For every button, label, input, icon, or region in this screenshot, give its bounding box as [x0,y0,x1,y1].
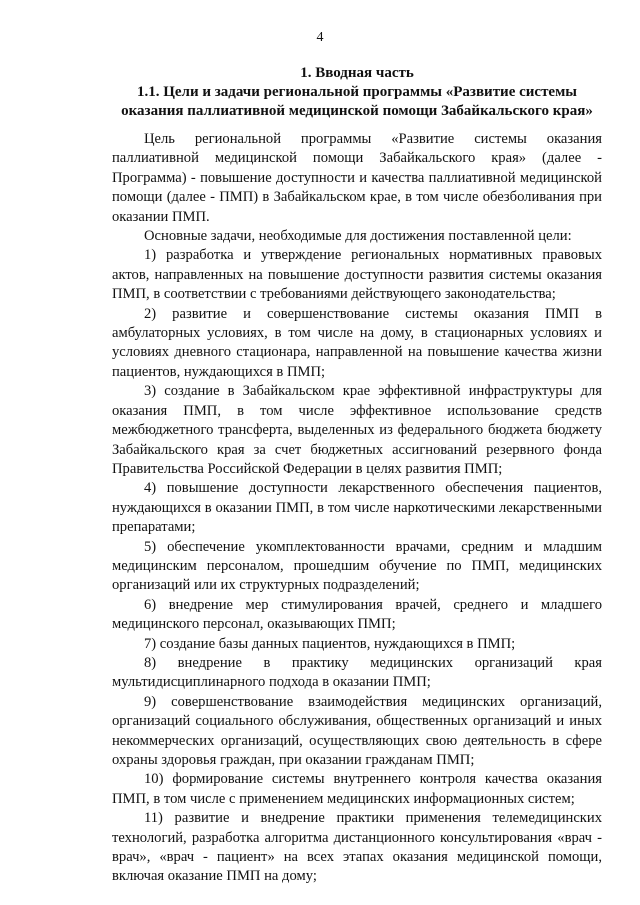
section-title: 1. Вводная часть [300,65,414,81]
task-item-10: 10) формирование системы внутреннего контроля качества оказания ПМП, в том числе с применением медицинских информационных систем; [112,771,602,807]
task-item-4: 4) повышение доступности лекарственного обеспечения пациентов, нуждающихся в оказании ПМП, в том числе наркотическими лекарственными препаратами; [112,480,602,536]
document-body [112,130,602,887]
task-item-11: 11) развитие и внедрение практики применения телемедицинских технологий, разработка алгоритма дистанционного консультирования «врач - врач», «врач - пациент» на всех этапах оказания медицинской помощи, включая оказание ПМП на дому; [112,810,602,885]
task-item-3: 3) создание в Забайкальском крае эффективной инфраструктуры для оказания ПМП, в том числе эффективное использование средств межбюджетного трансферта, выделенных из федерального бюджета бюджету Забайкальского края за счет бюджетных ассигнований резервного фонда Правительства Российской Федерации в целях развития ПМП; [112,383,602,477]
subsection-title: 1.1. Цели и задачи региональной программы «Развитие системы оказания паллиативной медицинской помощи Забайкальского края» [121,84,593,119]
paragraph-goal: Цель региональной программы «Развитие системы оказания паллиативной медицинской помощи Забайкальского края» (далее - Программа) - повышение доступности и качества паллиативной медицинской помощи (далее - ПМП) в Забайкальском крае, в том числе обезболивания при оказании ПМП. [112,131,602,225]
task-item-8: 8) внедрение в практику медицинских организаций края мультидисциплинарного подхода в оказании ПМП; [112,654,602,691]
paragraph-tasks-intro: Основные задачи, необходимые для достижения поставленной цели: [144,228,572,245]
task-item-6: 6) внедрение мер стимулирования врачей, среднего и младшего медицинского персонал, оказывающих ПМП; [112,596,602,633]
task-item-5: 5) обеспечение укомплектованности врачами, средним и младшим медицинским персоналом, прошедшим обучение по ПМП, медицинских организаций или их структурных подразделений; [112,538,602,594]
task-item-1: 1) разработка и утверждение региональных нормативных правовых актов, направленных на повышение доступности развития системы оказания ПМП, в соответствии с требованиями действующего законодательства; [112,247,602,303]
task-item-7: 7) создание базы данных пациентов, нуждающихся в ПМП; [144,635,516,652]
task-item-2: 2) развитие и совершенствование системы оказания ПМП в амбулаторных условиях, в том числе на дому, в стационарных условиях и условиях дневного стационара, направленной на повышение качества жизни пациентов, нуждающихся в ПМП; [112,305,602,380]
task-item-9: 9) совершенствование взаимодействия медицинских организаций, организаций социального обслуживания, общественных организаций и иных некоммерческих организаций, осуществляющих свою деятельность в сфере охраны здоровья граждан, при оказании гражданам ПМП; [112,693,602,768]
page-number: 4 [316,30,324,45]
